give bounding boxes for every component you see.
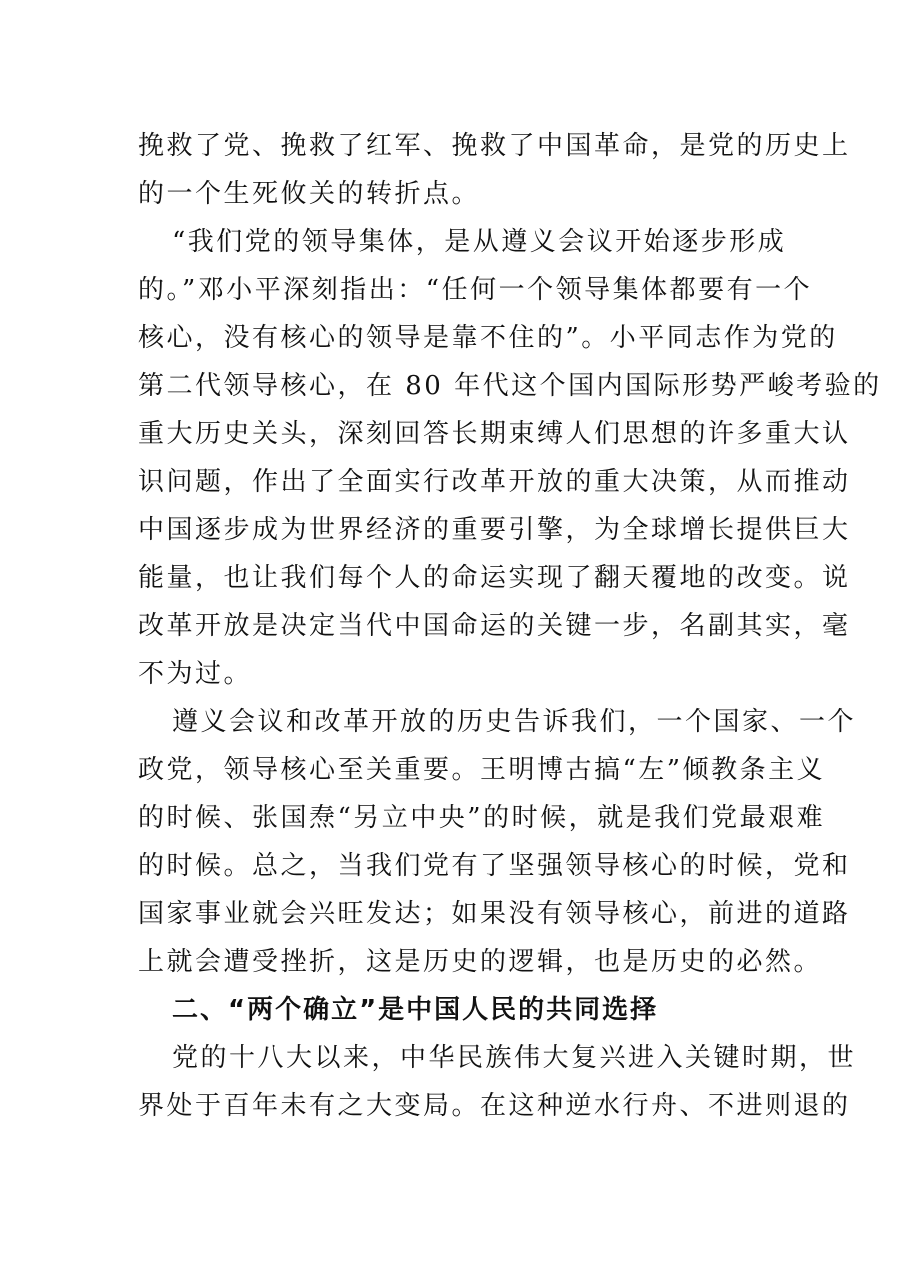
text-line: 界处于百年未有之大变局。在这种逆水行舟、不进则退的 bbox=[138, 1091, 851, 1121]
text-line: 的。”邓小平深刻指出：“任何一个领导集体都要有一个 bbox=[138, 275, 813, 305]
text-line: 重大历史关头，深刻回答长期束缚人们思想的许多重大认 bbox=[138, 419, 851, 449]
text-line: 国家事业就会兴旺发达；如果没有领导核心，前进的道路 bbox=[138, 899, 851, 929]
text-line: 政党，领导核心至关重要。王明博古搞“左”倾教条主义 bbox=[138, 755, 826, 785]
text-line: 党的十八大以来，中华民族伟大复兴进入关键时期，世 bbox=[172, 1043, 857, 1073]
text-line: 核心，没有核心的领导是靠不住的”。小平同志作为党的 bbox=[138, 323, 838, 353]
text-line: 的时候。总之，当我们党有了坚强领导核心的时候，党和 bbox=[138, 851, 851, 881]
text-line: 挽救了党、挽救了红军、挽救了中国革命，是党的历史上 bbox=[138, 131, 851, 161]
text-line: 的一个生死攸关的转折点。 bbox=[138, 179, 481, 209]
text-line: 的时候、张国焘“另立中央”的时候，就是我们党最艰难 bbox=[138, 803, 826, 833]
text-line: 第二代领导核心，在 80 年代这个国内国际形势严峻考验的 bbox=[138, 371, 882, 401]
text-line: 不为过。 bbox=[138, 659, 253, 689]
section-heading: 二、“两个确立”是中国人民的共同选择 bbox=[172, 995, 659, 1025]
text-line: “我们党的领导集体，是从遵义会议开始逐步形成 bbox=[172, 227, 787, 257]
text-line: 遵义会议和改革开放的历史告诉我们，一个国家、一个 bbox=[172, 707, 857, 737]
text-line: 识问题，作出了全面实行改革开放的重大决策，从而推动 bbox=[138, 467, 851, 497]
text-line: 上就会遭受挫折，这是历史的逻辑，也是历史的必然。 bbox=[138, 947, 823, 977]
text-line: 中国逐步成为世界经济的重要引擎，为全球增长提供巨大 bbox=[138, 515, 851, 545]
text-line: 能量，也让我们每个人的命运实现了翻天覆地的改变。说 bbox=[138, 563, 851, 593]
text-line: 改革开放是决定当代中国命运的关键一步，名副其实，毫 bbox=[138, 611, 851, 641]
